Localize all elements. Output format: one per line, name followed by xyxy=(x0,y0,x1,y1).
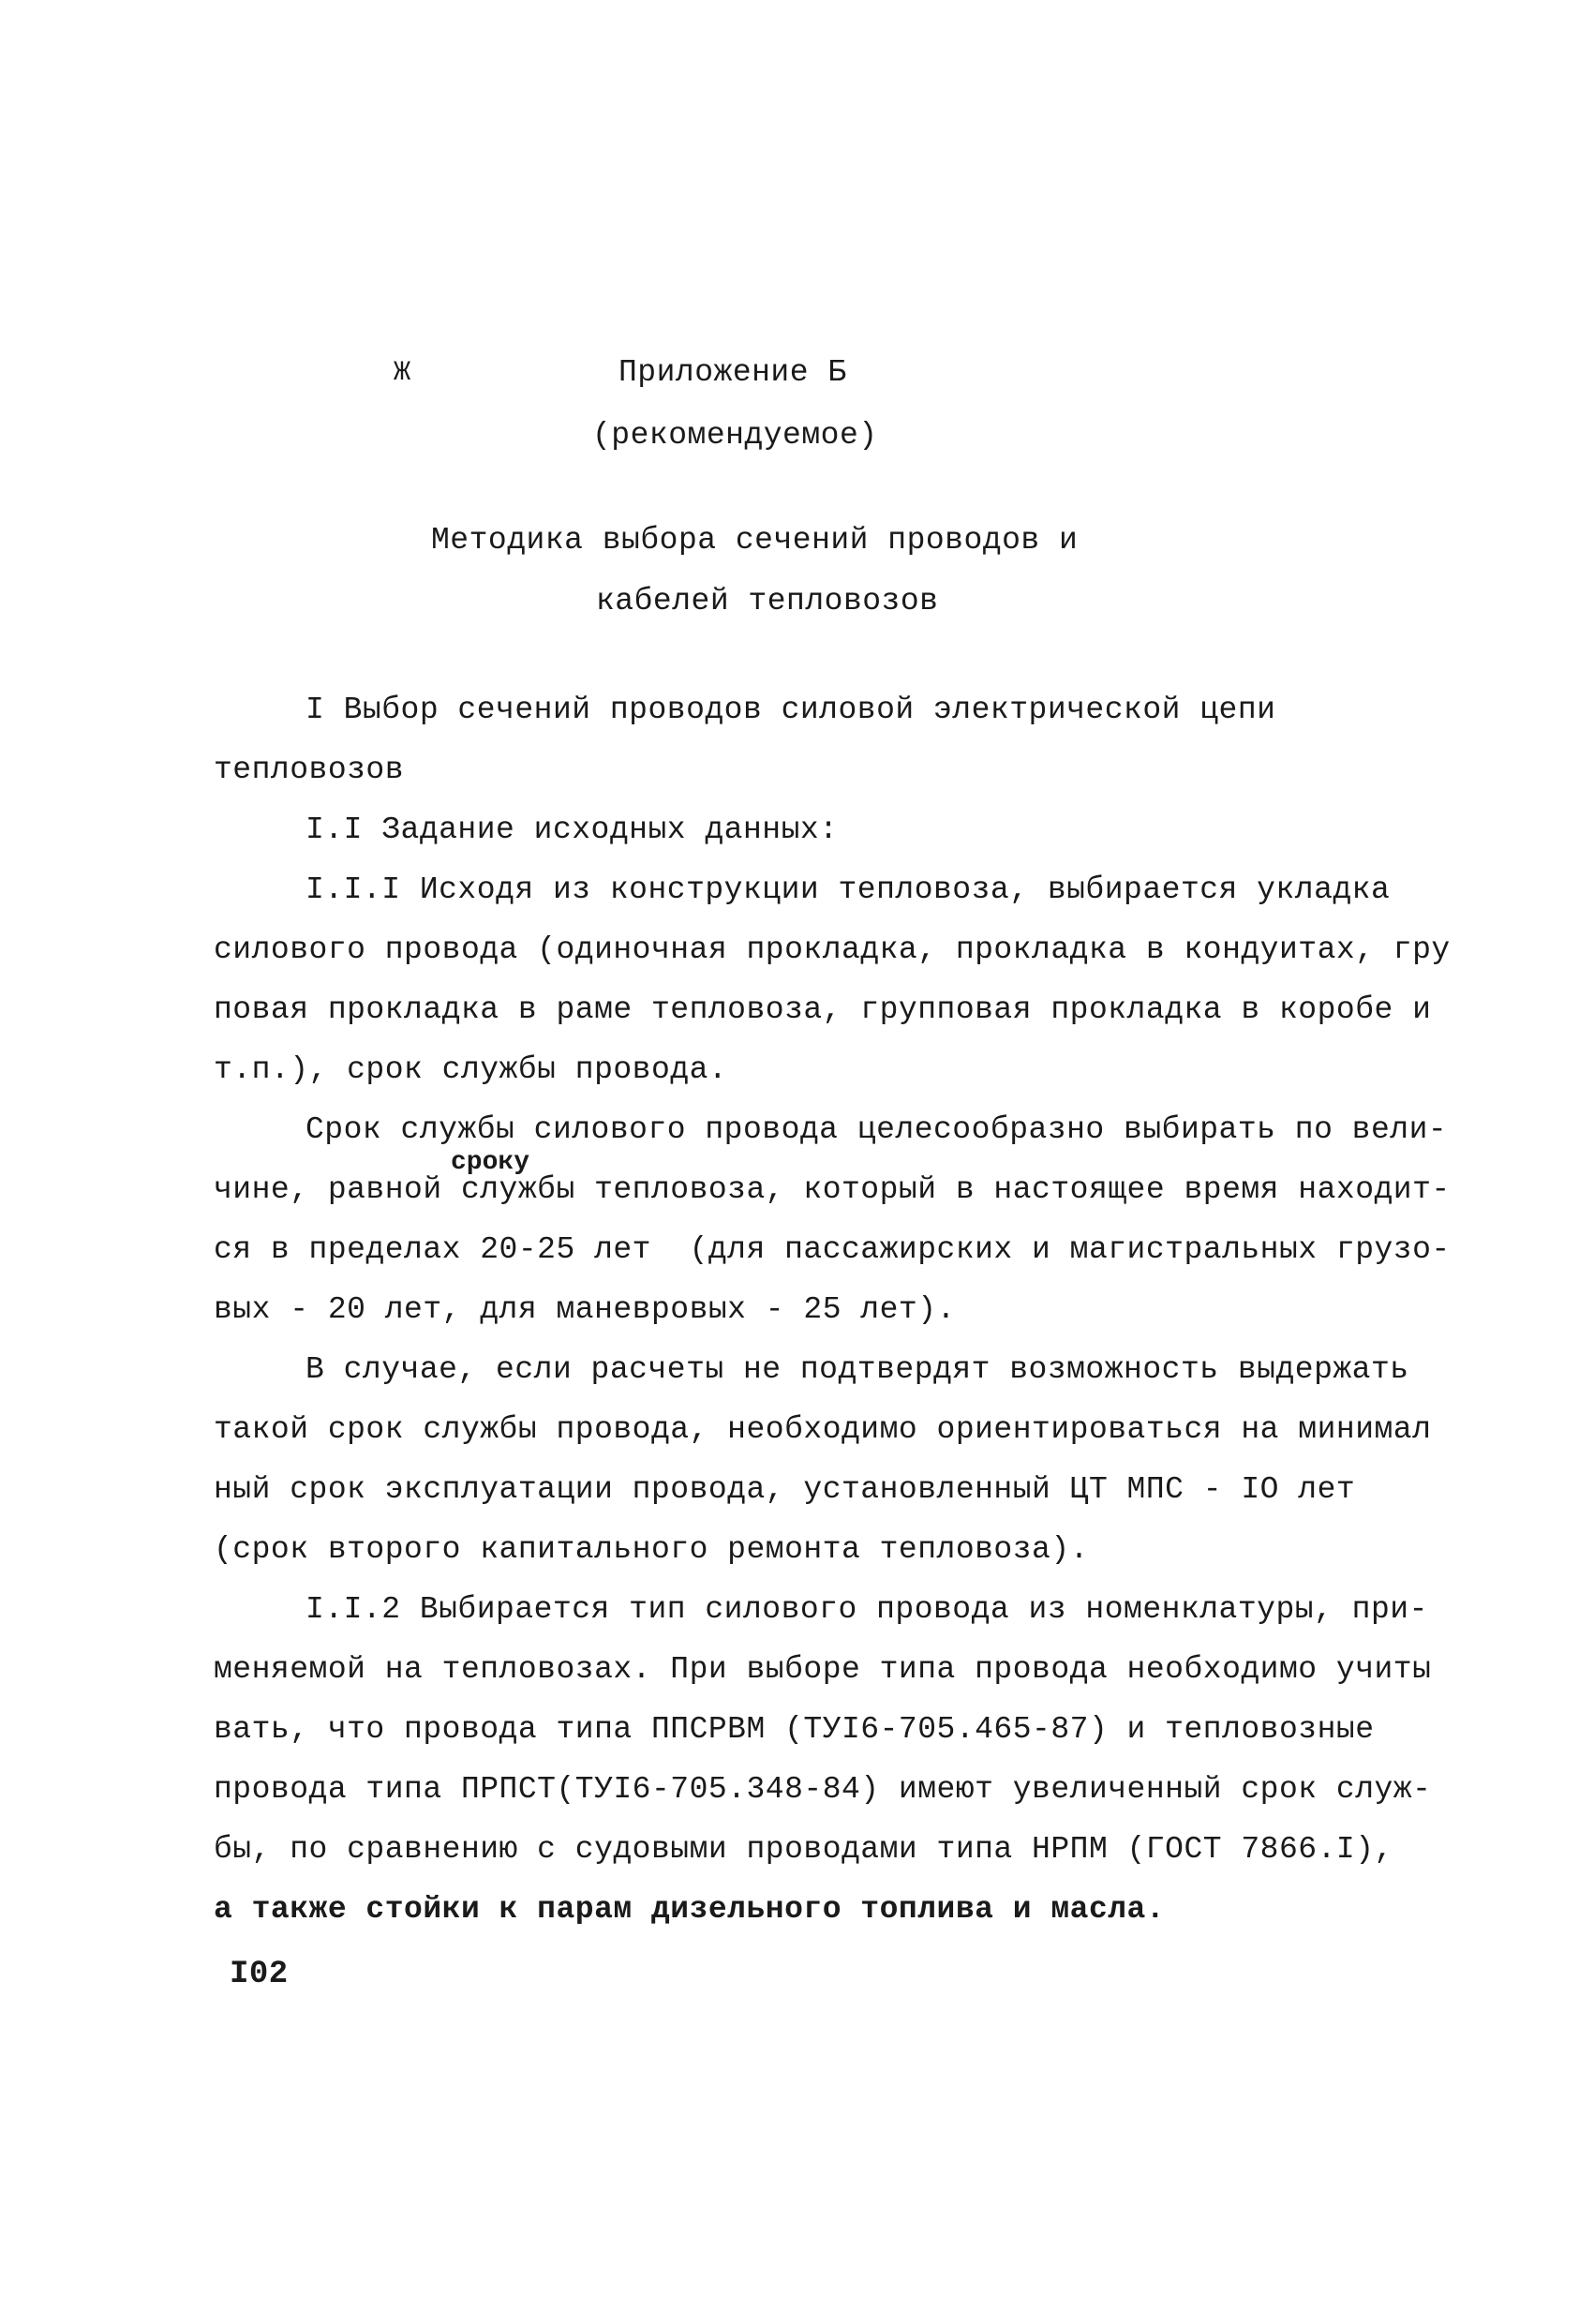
body-line: ся в пределах 20-25 лет (для пассажирских и магистральных грузо- xyxy=(214,1232,1451,1267)
appendix-status: (рекомендуемое) xyxy=(592,418,878,453)
body-line: вых - 20 лет, для маневровых - 25 лет). xyxy=(214,1292,956,1327)
handwritten-insertion: сроку xyxy=(451,1148,530,1177)
page-number: I02 xyxy=(230,1957,289,1992)
body-line: меняемой на тепловозах. При выборе типа провода необходимо учиты xyxy=(214,1652,1432,1687)
body-line: чине, равной службы тепловоза, который в настоящее время находит- xyxy=(214,1172,1451,1207)
section-heading: I Выбор сечений проводов силовой электрической цепи xyxy=(305,693,1276,727)
body-line: а также стойки к парам дизельного топлива и масла. xyxy=(214,1892,1166,1927)
document-title-line-2: кабелей тепловозов xyxy=(596,584,939,618)
body-line: бы, по сравнению с судовыми проводами типа НРПМ (ГОСТ 7866.I), xyxy=(214,1832,1393,1867)
body-line: I.I.I Исходя из конструкции тепловоза, выбирается укладка xyxy=(305,872,1391,907)
body-line: силового провода (одиночная прокладка, прокладка в кондуитах, гру xyxy=(214,932,1451,967)
appendix-heading: Приложение Б xyxy=(618,355,847,390)
body-line: Срок службы силового провода целесообразно выбирать по вели- xyxy=(305,1112,1448,1147)
subsection-heading: I.I Задание исходных данных: xyxy=(305,812,839,847)
corner-mark: Ж xyxy=(394,357,411,389)
body-line: т.п.), срок службы провода. xyxy=(214,1052,728,1087)
body-line: повая прокладка в раме тепловоза, групповая прокладка в коробе и xyxy=(214,992,1432,1027)
document-title-line-1: Методика выбора сечений проводов и xyxy=(431,523,1079,558)
body-line: (срок второго капитального ремонта тепловоза). xyxy=(214,1532,1089,1567)
body-line: ный срок эксплуатации провода, установленный ЦТ МПС - IО лет xyxy=(214,1472,1356,1507)
subsection-heading: I.I.2 Выбирается тип силового провода из номенклатуры, при- xyxy=(305,1592,1428,1627)
body-line: такой срок службы провода, необходимо ориентироваться на минимал xyxy=(214,1412,1432,1447)
body-line: вать, что провода типа ППСРВМ (ТУI6-705.465-87) и тепловозные xyxy=(214,1712,1375,1747)
body-line: В случае, если расчеты не подтвердят возможность выдержать xyxy=(305,1352,1409,1387)
body-line: тепловозов xyxy=(214,752,405,787)
body-line: провода типа ПРПСТ(ТУI6-705.348-84) имеют увеличенный срок служ- xyxy=(214,1772,1432,1807)
